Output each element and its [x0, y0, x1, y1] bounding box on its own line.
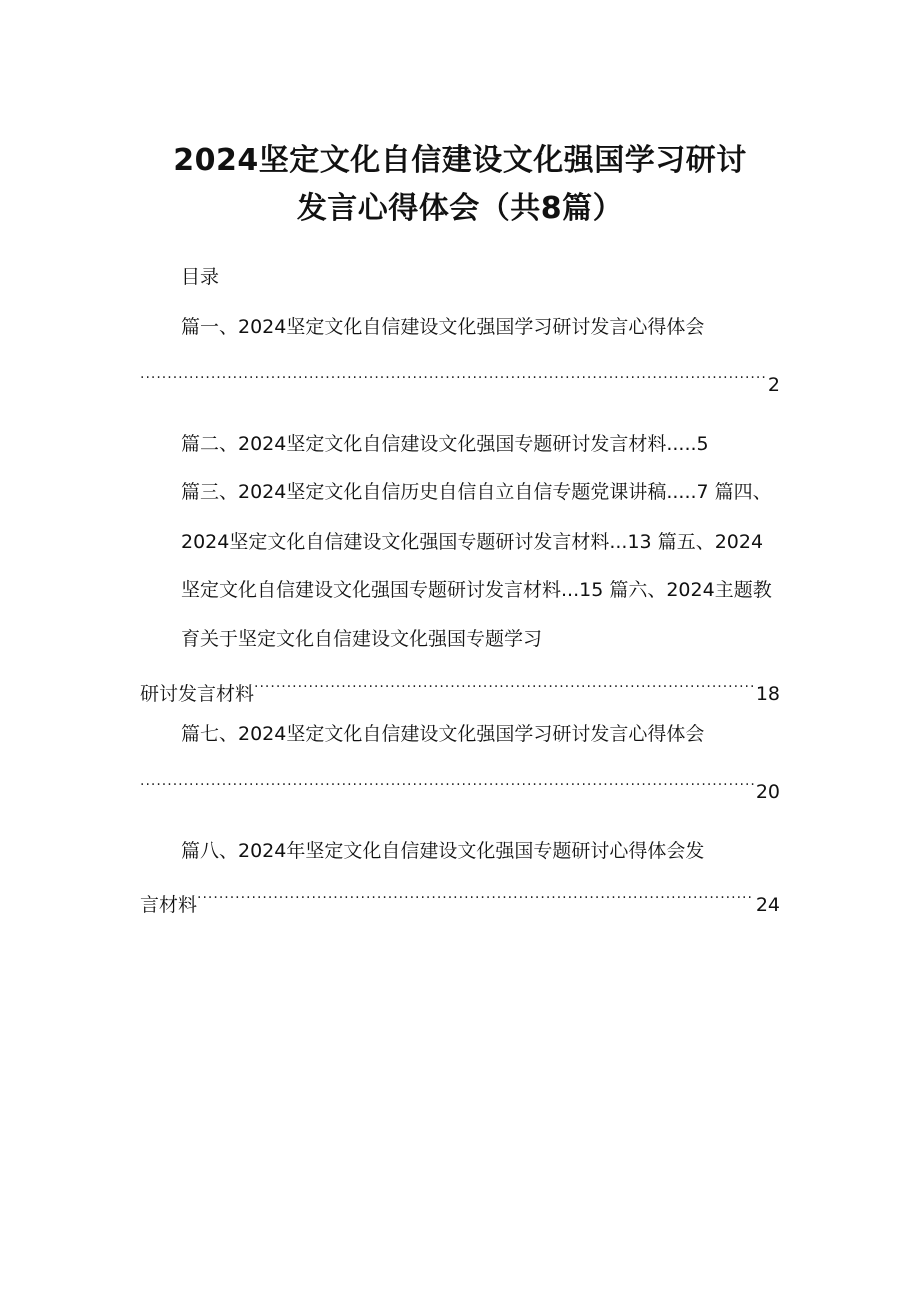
toc-entry-8-leader[interactable] [140, 885, 780, 918]
toc-paragraph-line-2[interactable]: 2024坚定文化自信建设文化强国专题研讨发言材料...13 篇五、2024 [181, 531, 764, 553]
document-title-line-1: 2024坚定文化自信建设文化强国学习研讨 [173, 143, 747, 178]
toc-entry-6-tail: 研讨发言材料 [140, 683, 255, 705]
toc-entry-6-leader[interactable] [140, 674, 780, 707]
toc-entry-1-page: 2 [767, 374, 780, 396]
toc-heading: 目录 [181, 266, 220, 288]
toc-paragraph-line-1[interactable]: 篇三、2024坚定文化自信历史自信自立自信专题党课讲稿.....7 篇四、 [181, 481, 772, 503]
toc-entry-1-leader[interactable] [140, 365, 780, 398]
toc-entry-8-tail: 言材料 [140, 894, 198, 916]
toc-entry-8-title[interactable]: 篇八、2024年坚定文化自信建设文化强国专题研讨心得体会发 [181, 840, 705, 862]
dot-leader [254, 674, 754, 700]
dot-leader [197, 885, 754, 911]
toc-entry-6-page: 18 [755, 683, 780, 705]
toc-entry-7-title[interactable]: 篇七、2024坚定文化自信建设文化强国学习研讨发言心得体会 [181, 723, 705, 745]
toc-paragraph-line-3[interactable]: 坚定文化自信建设文化强国专题研讨发言材料...15 篇六、2024主题教 [181, 579, 772, 601]
dot-leader [140, 772, 754, 798]
dot-leader [140, 365, 766, 391]
toc-entry-8-page: 24 [755, 894, 780, 916]
toc-entry-7-page: 20 [755, 781, 780, 803]
document-title-line-2: 发言心得体会（共8篇） [296, 191, 624, 226]
toc-paragraph-line-4[interactable]: 育关于坚定文化自信建设文化强国专题学习 [181, 628, 543, 650]
toc-entry-7-leader[interactable] [140, 772, 780, 805]
toc-entry-1-title[interactable]: 篇一、2024坚定文化自信建设文化强国学习研讨发言心得体会 [181, 316, 705, 338]
toc-entry-2[interactable]: 篇二、2024坚定文化自信建设文化强国专题研讨发言材料.....5 [181, 433, 709, 455]
